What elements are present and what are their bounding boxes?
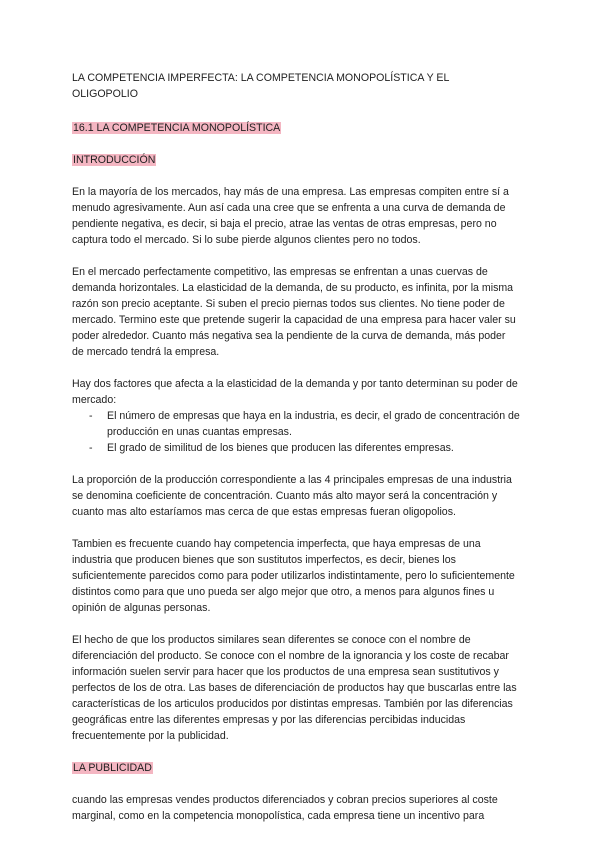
intro-heading <box>72 152 520 168</box>
paragraph-4: La proporción de la producción correspondiente a las 4 principales empresas de una industria se denomina coeficiente de concentración. Cuanto más alto mayor será la concentración y cuanto mas alto estaríamos mas cerca de que estas empresas fueran oligopolios. <box>72 474 512 518</box>
publicidad-heading-highlight: LA PUBLICIDAD <box>73 762 152 774</box>
section-title <box>72 120 520 136</box>
list-item: - El número de empresas que haya en la industria, es decir, el grado de concentración de producción en unas cuantas empresas. <box>72 408 520 440</box>
paragraph-6: El hecho de que los productos similares sean diferentes se conoce con el nombre de diferenciación del producto. Se conoce con el nombre de la ignorancia y los coste de recabar información suelen servir para hacer que los productos de una empresa sean sustitutivos y perfectos de los de otra. Las bases de diferenciación de productos hay que buscarlas entre las características de los articulos producidos por distintas empresas. También por las diferencias geográficas entre las diferentes empresas y por las diferencias percibidas inducidas frecuentemente por la publicidad. <box>72 634 517 742</box>
paragraph-1: En la mayoría de los mercados, hay más de una empresa. Las empresas compiten entre sí a menudo agresivamente. Aun así cada una cree que se enfrenta a una curva de demanda de pendiente negativa, es decir, si baja el precio, atrae las ventas de otras empresas, pero no captura todo el mercado. Si lo sube pierde algunos clientes pero no todos. <box>72 186 509 246</box>
document-title <box>72 70 520 102</box>
document-title-line1: LA COMPETENCIA IMPERFECTA: LA COMPETENCIA MONOPOLÍSTICA Y EL <box>72 72 450 84</box>
document-title-line2: OLIGOPOLIO <box>72 88 138 100</box>
section-title-highlight: 16.1 LA COMPETENCIA MONOPOLÍSTICA <box>73 122 281 134</box>
paragraph-5: Tambien es frecuente cuando hay competencia imperfecta, que haya empresas de una industria que producen bienes que son sustitutos imperfectos, es decir, bienes los suficientemente parecidos como para poder utilizarlos indistintamente, pero lo suficientemente distintos como para que uno pueda ser algo mejor que otro, a menos para algunos fines u opinión de algunas personas. <box>72 538 515 614</box>
factors-list <box>72 408 520 456</box>
paragraph-2: En el mercado perfectamente competitivo, las empresas se enfrentan a unas cuervas de demanda horizontales. La elasticidad de la demanda, de su producto, es infinita, por la misma razón son precio aceptante. Si suben el precio piernas todos sus clientes. No tiene poder de mercado. Termino este que pretende sugerir la capacidad de una empresa para hacer valer su poder alrededor. Cuanto más negativa sea la pendiente de la curva de demanda, más poder de mercado tendrá la empresa. <box>72 266 516 358</box>
paragraph-3: Hay dos factores que afecta a la elasticidad de la demanda y por tanto determinan su poder de mercado: <box>72 378 518 406</box>
publicidad-heading <box>72 760 520 776</box>
intro-heading-highlight: INTRODUCCIÓN <box>73 154 156 166</box>
publicidad-paragraph: cuando las empresas vendes productos diferenciados y cobran precios superiores al coste marginal, como en la competencia monopolística, cada empresa tiene un incentivo para <box>72 794 498 822</box>
list-item: - El grado de similitud de los bienes que producen las diferentes empresas. <box>72 440 520 456</box>
